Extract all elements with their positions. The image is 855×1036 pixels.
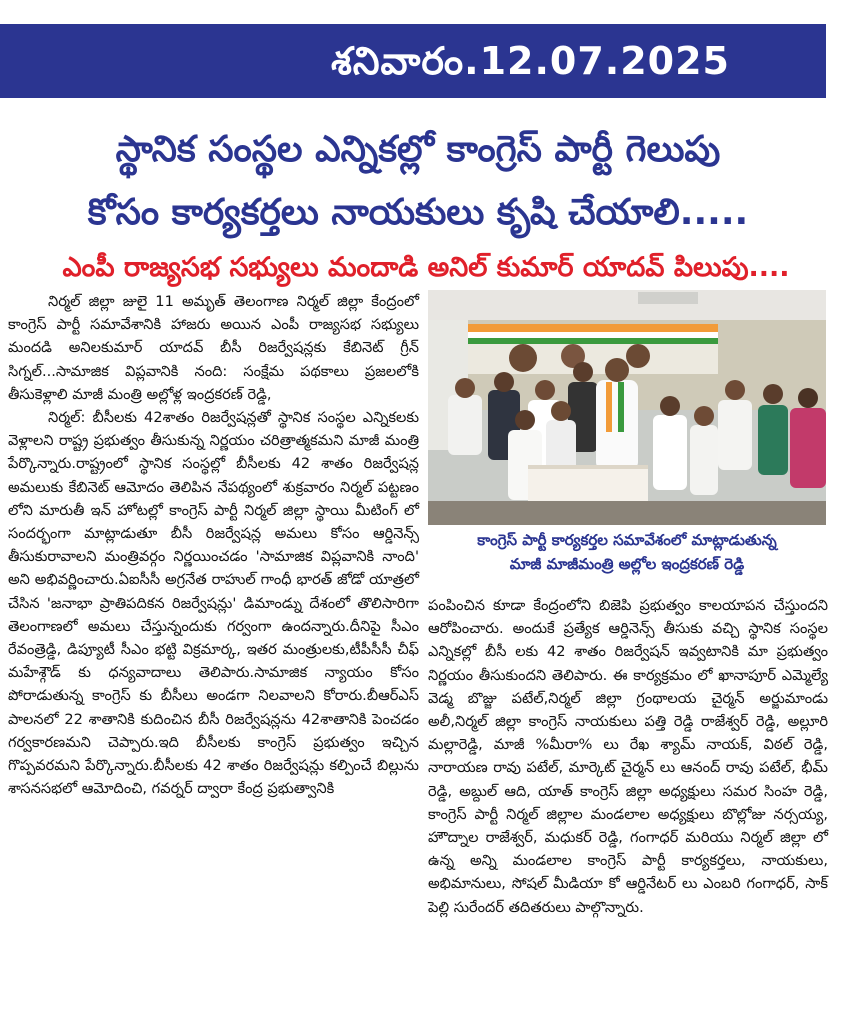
photo-caption-line-1: కాంగ్రెస్ పార్టీ కార్యకర్తల సమావేశంలో మాట్లాడుతున్న <box>477 531 777 549</box>
article-body-left: నిర్మల్: బీసీలకు 42శాతం రిజర్వేషన్లతో స్థానిక సంస్థల ఎన్నికలకు వెళ్లాలని రాష్ట్ర ప్రభుత్వం తీసుకున్న నిర్ణయం చరిత్రాత్మకమని మాజీ మంత్రి పేర్కొన్నారు.రాష్ట్రంలో స్థానిక సంస్థల్లో బీసీలకు 42 శాతం రిజర్వేషన్ల అమలుకు కేబినెట్ ఆమోదం తెలిపిన నేపథ్యంలో శుక్రవారం నిర్మల్ పట్టణం లోని మారుతీ ఇన్ హోటల్లో కాంగ్రెస్ పార్టీ నిర్మల్ జిల్లా స్థాయి మీటింగ్ లో సందర్భంగా మాట్లాడుతూ బీసీ రిజర్వేషన్ల అమలు కోసం ఆర్డినెన్స్ తీసుకురావాలని మంత్రివర్గం నిర్ణయించడం 'సామాజిక విప్లవానికి నాంది' అని అభివర్ణించారు.ఏఐసీసీ అగ్రనేత రాహుల్ గాంధీ భారత్ జోడో యాత్రలో చేసిన 'జనాభా ప్రాతిపదికన రిజర్వేషన్లు' డిమాండ్ను దేశంలో తొలిసారిగా తెలంగాణలో అమలు చేస్తున్నందుకు గర్వంగా ఉందన్నారు.దీనిపై సీఎం రేవంత్రెడ్డి, డిప్యూటీ సీఎం భట్టి విక్రమార్క, ఇతర మంత్రులకు,టీపీసీసీ చీఫ్ మహేశ్గౌడ్ కు ధన్యవాదాలు తెలిపారు.సామాజిక న్యాయం కోసం పోరాడుతున్న కాంగ్రెస్ కు బీసీలు అండగా నిలవాలని కోరారు.బీఆర్ఎస్ పాలనలో 22 శాతానికి కుదించిన బీసీ రిజర్వేషన్లను 42శాతానికి పెంచడం గర్వకారణమని చెప్పారు.ఇది బీసీలకు కాంగ్రెస్ ప్రభుత్వం ఇచ్చిన గొప్పవరమని పేర్కొన్నారు.బీసీలకు 42 శాతం రిజర్వేషన్లు కల్పించే బిల్లును శాసనసభలో ఆమోదించి, గవర్నర్ ద్వారా కేంద్ర ప్రభుత్వానికి <box>8 409 419 798</box>
article-body-right: పంపించిన కూడా కేంద్రంలోని బిజెపి ప్రభుత్వం కాలయాపన చేస్తుందని ఆరోపించారు. అందుకే ప్రత్యేక ఆర్డినెన్స్ తీసుకు వచ్చి స్థానిక సంస్థల ఎన్నికల్లో బీసీ లకు 42 శాతం రిజర్వేషన్ ఇవ్వటానికి మా ప్రభుత్వం నిర్ణయం తీసుకుందని తెలిపారు. ఈ కార్యక్రమం లో ఖానాపూర్ ఎమ్మెల్యే వెడ్మ బొజ్జు పటేల్,నిర్మల్ జిల్లా గ్రంథాలయ చైర్మన్ అర్జుమాండు అలీ,నిర్మల్ జిల్లా కాంగ్రెస్ నాయకులు పత్తి రెడ్డి రాజేశ్వర్ రెడ్డి, అల్లూరి మల్లారెడ్డి, మాజీ %మీరా% లు రేఖ శ్యామ్ నాయక్, విఠల్ రెడ్డి, నారాయణ రావు పటేల్, మార్కెట్ చైర్మన్ లు ఆనంద్ రావు పటేల్, భీమ్ రెడ్డి, అబ్దుల్ ఆది, యాత్ కాంగ్రెస్ జిల్లా అధ్యక్షులు సమర సింహ రెడ్డి, కాంగ్రెస్ పార్టీ నిర్మల్ జిల్లాల మండలాల అధ్యక్షులు బొల్లోజు నర్సయ్య, హౌద్నాల రాజేశ్వర్, మధుకర్ రెడ్డి, గంగాధర్ మరియు నిర్మల్ జిల్లా లో ఉన్న అన్ని మండలాల కాంగ్రెస్ పార్టీ కార్యకర్తలు, నాయకులు, అభిమానులు, సోషల్ మీడియా కో ఆర్డినేటర్ లు ఎంబరి గంగాధర్, సాక్ పెల్లి సురేందర్ తదితరులు పాల్గొన్నారు. <box>428 597 828 916</box>
event-photo <box>428 290 826 525</box>
date-banner <box>0 24 826 98</box>
headline-line-2: కోసం కార్యకర్తలు నాయకులు కృషి చేయాలి..... <box>87 192 749 233</box>
photo-caption-line-2: మాజీ మాజీమంత్రి అల్లోల ఇంద్రకరణ్ రెడ్డి <box>509 555 745 573</box>
headline-line-1: స్థానిక సంస్థల ఎన్నికల్లో కాంగ్రెస్ పార్టీ గెలుపు <box>115 129 721 170</box>
article-right-column <box>428 594 828 919</box>
issue-date: శనివారం.12.07.2025 <box>330 39 730 83</box>
article-left-column <box>8 290 419 800</box>
photo-caption <box>428 528 826 576</box>
meeting-photo-illustration <box>428 290 826 525</box>
subheadline: ఎంపీ రాజ్యసభ సభ్యులు మందాడి అనిల్ కుమార్ యాదవ్ పిలుపు.... <box>62 252 790 283</box>
article-intro: నిర్మల్ జిల్లా జులై 11 అమృత్ తెలంగాణ నిర్మల్ జిల్లా కేంద్రంలో కాంగ్రెస్ పార్టీ సమావేశానికి హాజరు అయిన ఎంపీ రాజ్యసభ సభ్యులు మందడి అనిలకుమార్ యాదవ్ బీసీ రిజర్వేషన్లకు కేబినెట్ గ్రీన్ సిగ్నల్...సామాజిక విప్లవానికి నంది: సంక్షేమ పథకాలు ప్రజలలోకి తీసుకెళ్లాలి మాజీ మంత్రి అల్లోళ్ల ఇంద్రకరణ్ రెడ్డి, <box>8 293 419 403</box>
